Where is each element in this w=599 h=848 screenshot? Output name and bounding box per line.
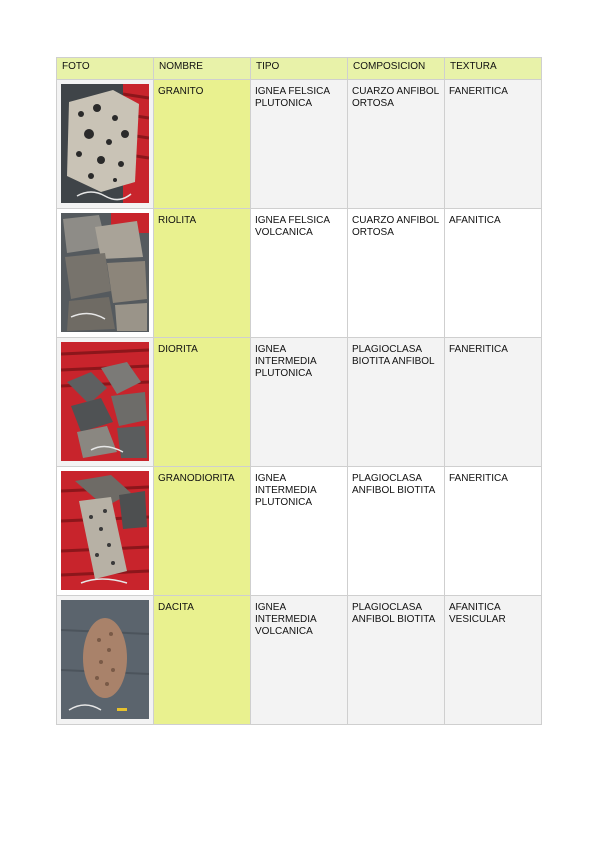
tipo-cell: IGNEA FELSICA VOLCANICA bbox=[251, 209, 348, 338]
nombre-cell: RIOLITA bbox=[154, 209, 251, 338]
header-tipo: TIPO bbox=[251, 58, 348, 80]
photo-cell bbox=[57, 596, 154, 725]
table-row bbox=[57, 467, 542, 596]
tipo-cell: IGNEA INTERMEDIA PLUTONICA bbox=[251, 467, 348, 596]
granito-photo bbox=[61, 84, 149, 203]
table-row bbox=[57, 209, 542, 338]
textura-cell: AFANITICA bbox=[445, 209, 542, 338]
nombre-cell: GRANITO bbox=[154, 80, 251, 209]
tipo-cell: IGNEA FELSICA PLUTONICA bbox=[251, 80, 348, 209]
composicion-cell: CUARZO ANFIBOL ORTOSA bbox=[348, 80, 445, 209]
photo-cell bbox=[57, 338, 154, 467]
header-composicion: COMPOSICION bbox=[348, 58, 445, 80]
nombre-cell: DIORITA bbox=[154, 338, 251, 467]
textura-cell: FANERITICA bbox=[445, 467, 542, 596]
header-row bbox=[57, 58, 542, 80]
composicion-cell: PLAGIOCLASA BIOTITA ANFIBOL bbox=[348, 338, 445, 467]
photo-cell bbox=[57, 80, 154, 209]
photo-cell bbox=[57, 467, 154, 596]
header-foto: FOTO bbox=[57, 58, 154, 80]
header-nombre: NOMBRE bbox=[154, 58, 251, 80]
textura-cell: AFANITICA VESICULAR bbox=[445, 596, 542, 725]
textura-cell: FANERITICA bbox=[445, 80, 542, 209]
composicion-cell: CUARZO ANFIBOL ORTOSA bbox=[348, 209, 445, 338]
composicion-cell: PLAGIOCLASA ANFIBOL BIOTITA bbox=[348, 467, 445, 596]
rock-table bbox=[56, 57, 542, 725]
riolita-photo bbox=[61, 213, 149, 332]
dacita-photo bbox=[61, 600, 149, 719]
nombre-cell: GRANODIORITA bbox=[154, 467, 251, 596]
composicion-cell: PLAGIOCLASA ANFIBOL BIOTITA bbox=[348, 596, 445, 725]
photo-cell bbox=[57, 209, 154, 338]
nombre-cell: DACITA bbox=[154, 596, 251, 725]
table-row bbox=[57, 80, 542, 209]
table-row bbox=[57, 338, 542, 467]
tipo-cell: IGNEA INTERMEDIA VOLCANICA bbox=[251, 596, 348, 725]
textura-cell: FANERITICA bbox=[445, 338, 542, 467]
tipo-cell: IGNEA INTERMEDIA PLUTONICA bbox=[251, 338, 348, 467]
diorita-photo bbox=[61, 342, 149, 461]
header-textura: TEXTURA bbox=[445, 58, 542, 80]
granodiorita-photo bbox=[61, 471, 149, 590]
table-row bbox=[57, 596, 542, 725]
